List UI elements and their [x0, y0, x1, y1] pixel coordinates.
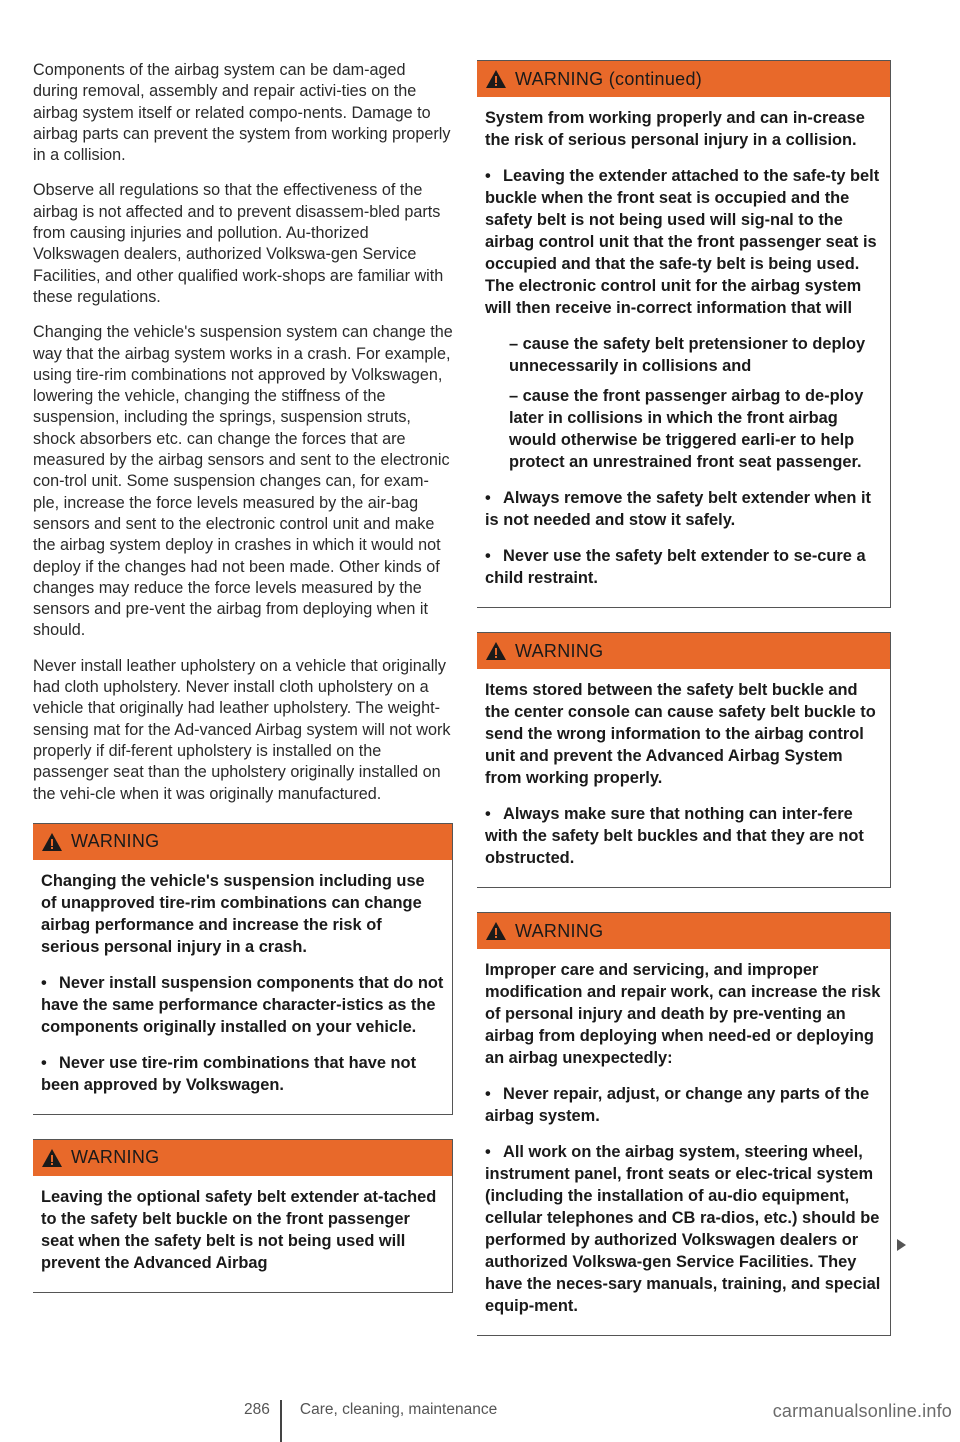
section-title: Care, cleaning, maintenance [299, 1401, 498, 1418]
warning-triangle-icon [485, 641, 507, 661]
warning-intro: Leaving the optional safety belt extender at-tached to the safety belt buckle on the front passenger seat when the safety belt is not being used will prevent the Advanced Airbag [41, 1187, 437, 1272]
warning-title: WARNING (continued) [515, 68, 703, 89]
warning-header [33, 1140, 452, 1176]
watermark: carmanualsonline.info [772, 1401, 952, 1421]
right-column [477, 60, 891, 1360]
warning-bullet: • Never use the safety belt extender to se-cure a child restraint. [485, 547, 866, 587]
warning-title: WARNING [71, 1147, 160, 1168]
warning-intro: Changing the vehicle's suspension including use of unapproved tire-rim combinations can change airbag performance and increase the risk of serious personal injury in a crash. [41, 871, 425, 956]
warning-intro: Improper care and servicing, and improper modification and repair work, can increase the risk of personal injury and death by pre-venting an airbag from deploying when need-ed or deploying an airbag unexpectedly: [485, 961, 881, 1067]
warning-intro: Items stored between the safety belt buckle and the center console can cause safety belt buckle to send the wrong information to the airbag control unit and prevent the Advanced Airbag System from working properly. [485, 681, 876, 787]
warning-bullet: • All work on the airbag system, steering wheel, instrument panel, front seats or elec-trical system (including the installation of au-dio equipment, cellular telephones and CB ra-dios, etc.) should be performed by authorized Volkswagen dealers or authorized Volkswa-gen Service Facilities. They have the neces-sary manuals, training, and special equip-ment. [485, 1143, 881, 1315]
warning-box-improper-care [477, 912, 891, 1336]
warning-triangle-icon [485, 921, 507, 941]
warning-title: WARNING [515, 640, 604, 661]
warning-bullet: • Always remove the safety belt extender when it is not needed and stow it safely. [485, 489, 872, 529]
warning-header [477, 633, 890, 669]
warning-header [477, 61, 890, 97]
warning-bullet: • Never use tire-rim combinations that have not been approved by Volkswagen. [41, 1053, 417, 1094]
page-number: 286 [244, 1401, 270, 1418]
warning-header [33, 824, 452, 860]
paragraph-components-damage: Components of the airbag system can be dam-aged during removal, assembly and repair activi-ties on the airbag system itself or related compo-nents. Damage to airbag parts can prevent the system from working properly in a collision. [33, 61, 451, 165]
warning-box-continued [477, 60, 891, 608]
warning-intro: System from working properly and can in-crease the risk of serious personal injury in a collision. [485, 109, 865, 149]
warning-bullet: • Never repair, adjust, or change any parts of the airbag system. [485, 1085, 870, 1125]
continue-arrow-icon [897, 1239, 906, 1251]
warning-title: WARNING [515, 920, 604, 941]
warning-bullet: • Always make sure that nothing can inter-fere with the safety belt buckles and that they are not obstructed. [485, 805, 864, 867]
warning-box-items-stored [477, 632, 891, 888]
warning-triangle-icon [485, 69, 507, 89]
warning-box-belt-extender [33, 1139, 453, 1293]
page-footer [244, 1378, 497, 1442]
paragraph-observe-regulations: Observe all regulations so that the effectiveness of the airbag is not affected and to prevent disassem-bled parts from causing injuries and pollution. Au-thorized Volkswagen dealers, authorized Volkswa-gen Service Facilities, and other qualified work-shops are familiar with these regulations. [33, 181, 444, 306]
warning-box-suspension [33, 823, 453, 1115]
warning-dash-item: – cause the safety belt pretensioner to deploy unnecessarily in collisions and [509, 335, 866, 375]
warning-title: WARNING [71, 831, 160, 852]
warning-triangle-icon [41, 1148, 63, 1168]
warning-dash-item: – cause the front passenger airbag to de-ploy later in collisions in which the front airbag would otherwise be triggered earli-er to help protect an unrestrained front seat passenger. [509, 387, 864, 471]
warning-bullet: • Leaving the extender attached to the safe-ty belt buckle when the front seat is occupied and the safety belt is not being used will sig-nal to the airbag control unit that the front passenger seat is occupied and that the safe-ty belt is being used. The electronic control unit for the airbag system will then receive in-correct information that will [485, 167, 880, 317]
warning-header [477, 913, 890, 949]
warning-triangle-icon [41, 832, 63, 852]
paragraph-upholstery: Never install leather upholstery on a vehicle that originally had cloth upholstery. Never install cloth upholstery on a vehicle that originally had leather upholstery. The weight-sensing mat for the Ad-vanced Airbag system will not work properly if dif-ferent upholstery is installed on the passenger seat than the upholstery originally installed on the vehi-cle when it was originally manufactured. [33, 656, 451, 803]
footer-divider [280, 1400, 282, 1442]
left-column [33, 60, 453, 1317]
warning-bullet: • Never install suspension components that do not have the same performance character-istics as the components originally installed on your vehicle. [41, 973, 444, 1036]
paragraph-suspension-changes: Changing the vehicle's suspension system can change the way that the airbag system works in a crash. For example, using tire-rim combinations not approved by Volkswagen, lowering the vehicle, changing the stiffness of the suspension, including the springs, suspension struts, shock absorbers etc. can change the forces that are measured by the airbag sensors and sent to the electronic con-trol unit. Some suspension changes can, for exam-ple, increase the force levels measured by the air-bag sensors and sent to the electronic control unit and make the airbag system deploy in crashes in which it would not deploy if the changes had not been made. Other kinds of changes may reduce the force levels measured by the sensors and pre-vent the airbag from deploying when it should. [33, 323, 453, 640]
